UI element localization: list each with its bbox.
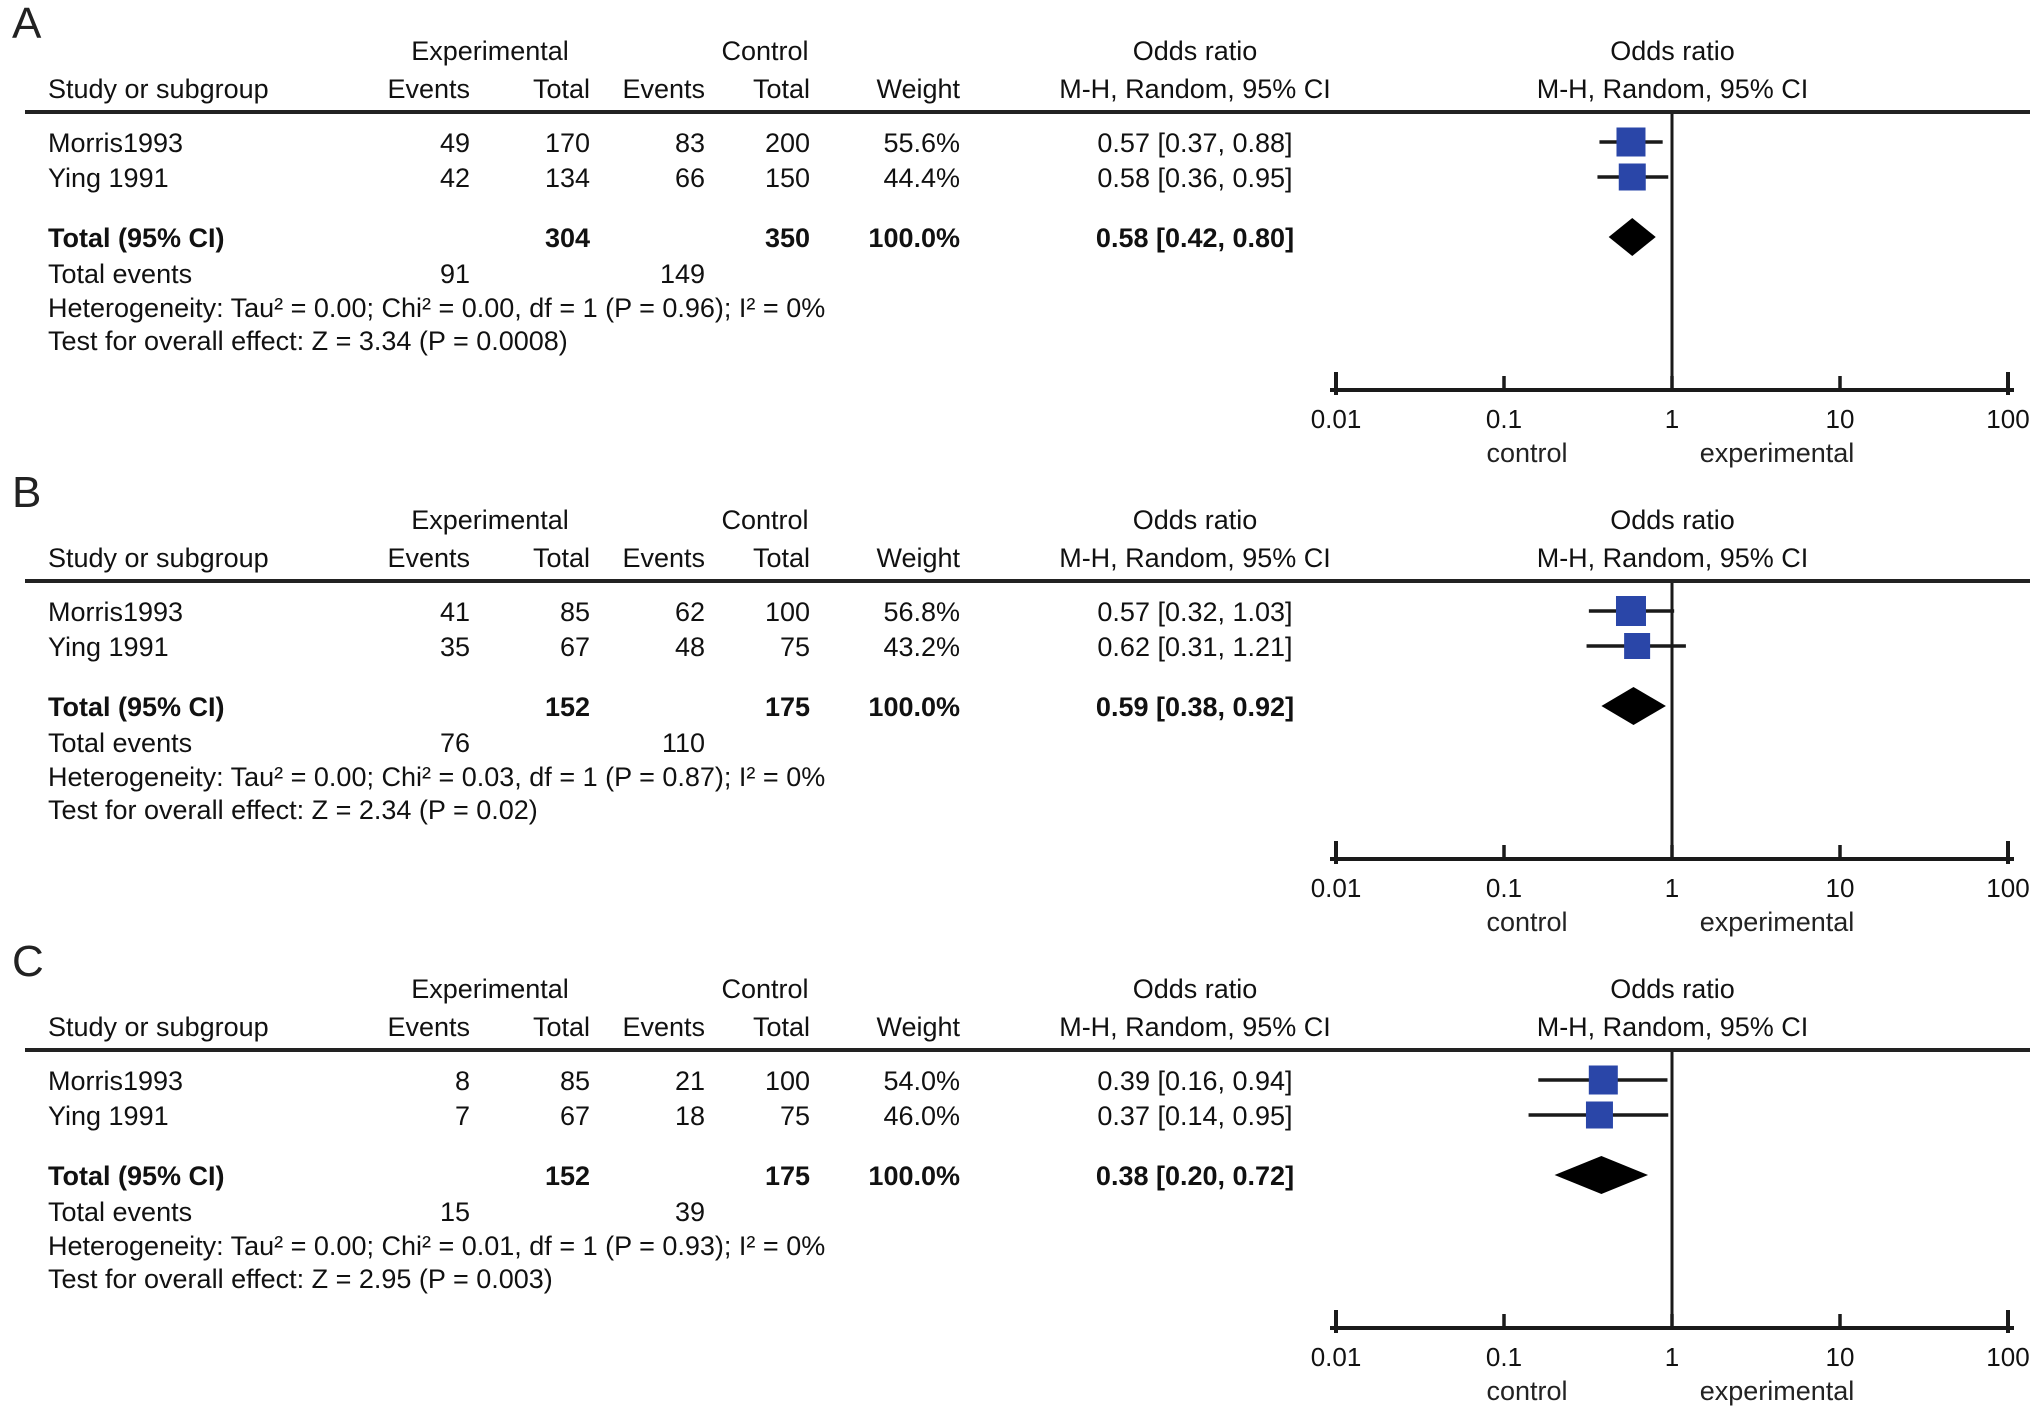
study-name: Ying 1991 <box>48 1101 169 1131</box>
or-square <box>1624 633 1650 659</box>
study-name: Morris1993 <box>48 1066 184 1096</box>
total-ctl-total: 175 <box>764 1161 810 1191</box>
panel-letter: A <box>12 0 42 48</box>
column-header-method-left: M-H, Random, 95% CI <box>1059 1012 1331 1042</box>
axis-left-label: control <box>1486 438 1568 468</box>
forest-plot-panel <box>0 0 2032 469</box>
axis-tick-label: 100 <box>1986 1342 2030 1372</box>
forest-plot-panel <box>0 938 2032 1407</box>
axis-tick-label: 0.01 <box>1310 873 1362 903</box>
total-events-exp: 91 <box>439 259 470 289</box>
overall-effect-line: Test for overall effect: Z = 2.34 (P = 0.02) <box>48 795 538 825</box>
summary-diamond <box>1609 218 1656 256</box>
total-events-exp: 15 <box>439 1197 470 1227</box>
column-header-method-right: M-H, Random, 95% CI <box>1536 74 1809 104</box>
total-weight: 100.0% <box>868 223 960 253</box>
group-header-control: Control <box>721 974 809 1004</box>
total-events-label: Total events <box>48 259 193 289</box>
total-events-ctl: 110 <box>661 728 705 758</box>
weight-value: 43.2% <box>883 632 960 662</box>
exp-total-value: 67 <box>559 632 590 662</box>
ctl-total-value: 100 <box>764 597 810 627</box>
exp-events-value: 41 <box>439 597 470 627</box>
panel-letter: C <box>12 937 44 986</box>
column-header-method-right: M-H, Random, 95% CI <box>1536 543 1809 573</box>
exp-events-value: 8 <box>454 1066 470 1096</box>
ctl-total-value: 200 <box>764 128 810 158</box>
exp-total-value: 134 <box>544 163 590 193</box>
total-or-ci-text: 0.58 [0.42, 0.80] <box>1095 223 1295 253</box>
ctl-total-value: 100 <box>764 1066 810 1096</box>
axis-left-label: control <box>1486 907 1568 937</box>
total-weight: 100.0% <box>868 1161 960 1191</box>
exp-events-value: 35 <box>439 632 470 662</box>
axis-tick-label: 1 <box>1664 873 1680 903</box>
column-header-exp-total: Total <box>532 543 590 573</box>
exp-events-value: 7 <box>454 1101 470 1131</box>
study-name: Morris1993 <box>48 128 184 158</box>
ctl-total-value: 75 <box>779 1101 810 1131</box>
ctl-total-value: 150 <box>764 163 810 193</box>
total-exp-total: 304 <box>544 223 590 253</box>
ctl-events-value: 48 <box>674 632 705 662</box>
column-header-ctl-events: Events <box>622 1012 705 1042</box>
exp-events-value: 49 <box>439 128 470 158</box>
column-header-exp-events: Events <box>387 1012 470 1042</box>
total-exp-total: 152 <box>544 692 590 722</box>
odds-ratio-header-right: Odds ratio <box>1610 36 1735 66</box>
exp-total-value: 85 <box>559 1066 590 1096</box>
overall-effect-line: Test for overall effect: Z = 2.95 (P = 0.003) <box>48 1264 553 1294</box>
total-events-ctl: 39 <box>674 1197 705 1227</box>
or-square <box>1589 1066 1618 1095</box>
column-header-method-left: M-H, Random, 95% CI <box>1059 543 1331 573</box>
total-events-label: Total events <box>48 1197 193 1227</box>
axis-right-label: experimental <box>1699 438 1855 468</box>
column-header-ctl-total: Total <box>752 74 810 104</box>
column-header-exp-total: Total <box>532 74 590 104</box>
total-weight: 100.0% <box>868 692 960 722</box>
column-header-method-right: M-H, Random, 95% CI <box>1536 1012 1809 1042</box>
forest-plot-panel <box>0 469 2032 938</box>
or-ci-text: 0.39 [0.16, 0.94] <box>1097 1066 1293 1096</box>
weight-value: 54.0% <box>883 1066 960 1096</box>
column-header-exp-events: Events <box>387 543 470 573</box>
axis-tick-label: 0.01 <box>1310 404 1362 434</box>
study-name: Ying 1991 <box>48 632 169 662</box>
or-ci-text: 0.57 [0.32, 1.03] <box>1097 597 1293 627</box>
total-or-ci-text: 0.38 [0.20, 0.72] <box>1095 1161 1295 1191</box>
ctl-events-value: 62 <box>674 597 705 627</box>
axis-tick-label: 10 <box>1825 1342 1855 1372</box>
column-header-weight: Weight <box>876 1012 960 1042</box>
or-ci-text: 0.62 [0.31, 1.21] <box>1097 632 1293 662</box>
odds-ratio-header-left: Odds ratio <box>1132 974 1258 1004</box>
total-or-ci-text: 0.59 [0.38, 0.92] <box>1095 692 1295 722</box>
odds-ratio-header-right: Odds ratio <box>1610 505 1735 535</box>
weight-value: 56.8% <box>883 597 960 627</box>
or-ci-text: 0.37 [0.14, 0.95] <box>1097 1101 1293 1131</box>
total-exp-total: 152 <box>544 1161 590 1191</box>
axis-left-label: control <box>1486 1376 1568 1406</box>
odds-ratio-header-left: Odds ratio <box>1132 36 1258 66</box>
ctl-events-value: 21 <box>674 1066 705 1096</box>
column-header-weight: Weight <box>876 74 960 104</box>
total-row-label: Total (95% CI) <box>48 1161 225 1191</box>
table-header-rule <box>25 579 2030 583</box>
axis-tick-label: 0.1 <box>1485 873 1523 903</box>
group-header-experimental: Experimental <box>411 505 569 535</box>
axis-tick-label: 0.01 <box>1310 1342 1362 1372</box>
total-row-label: Total (95% CI) <box>48 692 225 722</box>
weight-value: 55.6% <box>883 128 960 158</box>
weight-value: 46.0% <box>883 1101 960 1131</box>
group-header-experimental: Experimental <box>411 36 569 66</box>
summary-diamond <box>1601 687 1666 725</box>
group-header-experimental: Experimental <box>411 974 569 1004</box>
column-header-ctl-events: Events <box>622 543 705 573</box>
axis-tick-label: 0.1 <box>1485 404 1523 434</box>
overall-effect-line: Test for overall effect: Z = 3.34 (P = 0.0008) <box>48 326 568 356</box>
axis-tick-label: 10 <box>1825 404 1855 434</box>
heterogeneity-line: Heterogeneity: Tau² = 0.00; Chi² = 0.01, df = 1 (P = 0.93); I² = 0% <box>48 1231 826 1261</box>
column-header-study: Study or subgroup <box>48 543 269 573</box>
axis-tick-label: 1 <box>1664 1342 1680 1372</box>
heterogeneity-line: Heterogeneity: Tau² = 0.00; Chi² = 0.03, df = 1 (P = 0.87); I² = 0% <box>48 762 826 792</box>
or-square <box>1619 164 1646 191</box>
odds-ratio-header-right: Odds ratio <box>1610 974 1735 1004</box>
total-ctl-total: 175 <box>764 692 810 722</box>
odds-ratio-header-left: Odds ratio <box>1132 505 1258 535</box>
axis-tick-label: 0.1 <box>1485 1342 1523 1372</box>
summary-diamond <box>1555 1156 1648 1194</box>
weight-value: 44.4% <box>883 163 960 193</box>
total-events-exp: 76 <box>439 728 470 758</box>
column-header-study: Study or subgroup <box>48 74 269 104</box>
column-header-ctl-total: Total <box>752 1012 810 1042</box>
axis-right-label: experimental <box>1699 907 1855 937</box>
total-row-label: Total (95% CI) <box>48 223 225 253</box>
total-ctl-total: 350 <box>764 223 810 253</box>
study-name: Morris1993 <box>48 597 184 627</box>
exp-total-value: 67 <box>559 1101 590 1131</box>
table-header-rule <box>25 110 2030 114</box>
exp-events-value: 42 <box>439 163 470 193</box>
column-header-ctl-total: Total <box>752 543 810 573</box>
column-header-study: Study or subgroup <box>48 1012 269 1042</box>
or-ci-text: 0.57 [0.37, 0.88] <box>1097 128 1293 158</box>
ctl-events-value: 18 <box>674 1101 705 1131</box>
table-header-rule <box>25 1048 2030 1052</box>
column-header-ctl-events: Events <box>622 74 705 104</box>
column-header-method-left: M-H, Random, 95% CI <box>1059 74 1331 104</box>
heterogeneity-line: Heterogeneity: Tau² = 0.00; Chi² = 0.00, df = 1 (P = 0.96); I² = 0% <box>48 293 826 323</box>
group-header-control: Control <box>721 36 809 66</box>
axis-right-label: experimental <box>1699 1376 1855 1406</box>
axis-tick-label: 100 <box>1986 404 2030 434</box>
ctl-total-value: 75 <box>779 632 810 662</box>
exp-total-value: 85 <box>559 597 590 627</box>
group-header-control: Control <box>721 505 809 535</box>
ctl-events-value: 66 <box>674 163 705 193</box>
exp-total-value: 170 <box>544 128 590 158</box>
ctl-events-value: 83 <box>674 128 705 158</box>
axis-tick-label: 10 <box>1825 873 1855 903</box>
axis-tick-label: 1 <box>1664 404 1680 434</box>
or-ci-text: 0.58 [0.36, 0.95] <box>1097 163 1293 193</box>
or-square <box>1616 128 1645 157</box>
column-header-exp-events: Events <box>387 74 470 104</box>
column-header-exp-total: Total <box>532 1012 590 1042</box>
total-events-label: Total events <box>48 728 193 758</box>
or-square <box>1586 1102 1613 1129</box>
study-name: Ying 1991 <box>48 163 169 193</box>
axis-tick-label: 100 <box>1986 873 2030 903</box>
panel-letter: B <box>12 468 42 517</box>
column-header-weight: Weight <box>876 543 960 573</box>
total-events-ctl: 149 <box>659 259 705 289</box>
or-square <box>1616 596 1646 626</box>
